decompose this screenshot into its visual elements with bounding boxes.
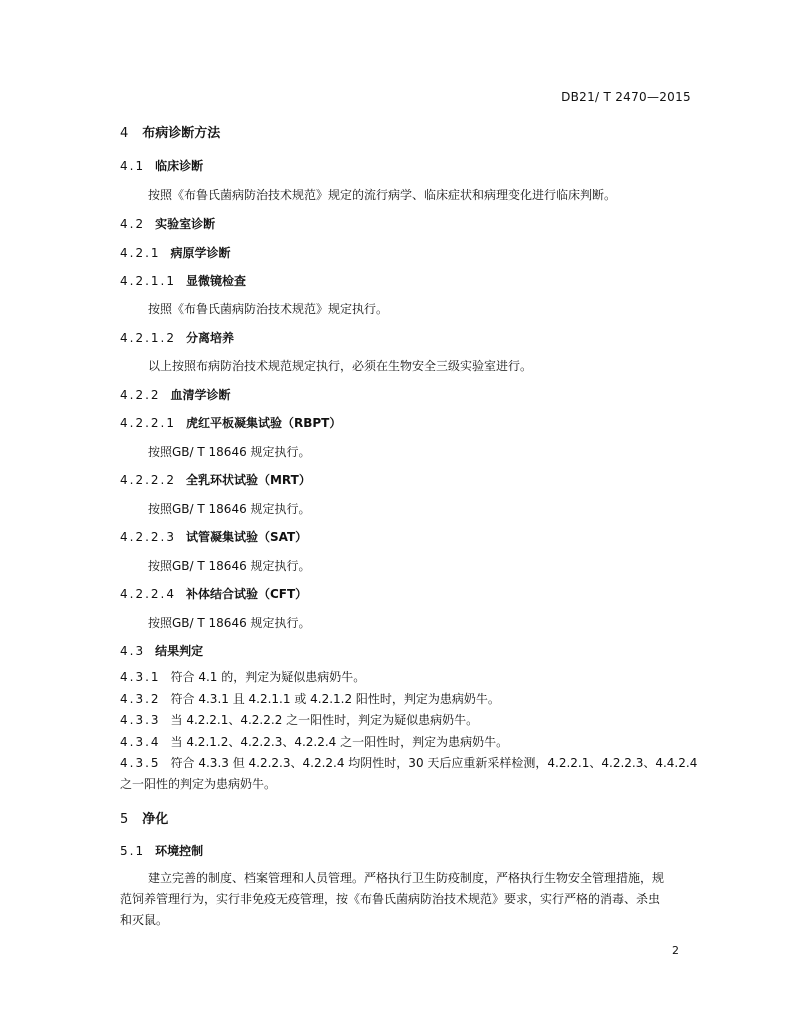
section-5-1-text-line3: 和灭鼠。 [120, 913, 169, 927]
section-4-2-1-2-text: 以上按照布病防治技术规范规定执行，必须在生物安全三级实验室进行。 [148, 359, 533, 373]
clause-4-3-2: 4.3.2 符合 4.3.1 且 4.2.1.1 或 4.2.1.2 阳性时，判定为患病奶牛。 [120, 692, 500, 706]
document-code: DB21/ T 2470—2015 [561, 90, 691, 104]
section-5-1-text-line2: 范饲养管理行为，实行非免疫无疫管理，按《布鲁氏菌病防治技术规范》要求，实行严格的消毒、杀虫 [120, 892, 661, 906]
clause-4-3-5-line1: 4.3.5 符合 4.3.3 但 4.2.2.3、4.2.2.4 均阴性时，30 天后应重新采样检测，4.2.2.1、4.2.2.3、4.4.2.4 [120, 756, 698, 770]
clause-4-3-4: 4.3.4 当 4.2.1.2、4.2.2.3、4.2.2.4 之一阳性时，判定为患病奶牛。 [120, 735, 509, 749]
section-4-2-1-2-heading: 4.2.1.2 分离培养 [120, 331, 234, 345]
section-4-2-2-1-text: 按照GB/ T 18646 规定执行。 [148, 445, 311, 459]
section-4-2-1-1-heading: 4.2.1.1 显微镜检查 [120, 274, 246, 288]
clause-4-3-3: 4.3.3 当 4.2.2.1、4.2.2.2 之一阳性时，判定为疑似患病奶牛。 [120, 713, 479, 727]
section-4-2-2-4-text: 按照GB/ T 18646 规定执行。 [148, 616, 311, 630]
section-5-heading: 5 净化 [120, 812, 169, 827]
section-4-2-2-2-heading: 4.2.2.2 全乳环状试验（MRT） [120, 473, 311, 487]
section-4-2-2-4-heading: 4.2.2.4 补体结合试验（CFT） [120, 587, 308, 601]
section-4-2-2-3-heading: 4.2.2.3 试管凝集试验（SAT） [120, 530, 308, 544]
section-4-2-1-1-text: 按照《布鲁氏菌病防治技术规范》规定执行。 [148, 302, 389, 316]
section-4-heading: 4 布病诊断方法 [120, 126, 221, 141]
section-4-2-2-3-text: 按照GB/ T 18646 规定执行。 [148, 559, 311, 573]
section-4-2-1-heading: 4.2.1 病原学诊断 [120, 246, 231, 260]
section-4-1-heading: 4.1 临床诊断 [120, 159, 204, 173]
section-4-3-heading: 4.3 结果判定 [120, 644, 204, 658]
clause-4-3-1: 4.3.1 符合 4.1 的，判定为疑似患病奶牛。 [120, 670, 366, 684]
section-4-1-text: 按照《布鲁氏菌病防治技术规范》规定的流行病学、临床症状和病理变化进行临床判断。 [148, 188, 617, 202]
section-4-2-2-heading: 4.2.2 血清学诊断 [120, 388, 231, 402]
section-5-1-heading: 5.1 环境控制 [120, 844, 204, 858]
clause-4-3-5-line2: 之一阳性的判定为患病奶牛。 [120, 777, 277, 791]
section-5-1-text-line1: 建立完善的制度、档案管理和人员管理。严格执行卫生防疫制度，严格执行生物安全管理措施，规 [148, 871, 665, 885]
section-4-2-heading: 4.2 实验室诊断 [120, 217, 216, 231]
section-4-2-2-1-heading: 4.2.2.1 虎红平板凝集试验（RBPT） [120, 416, 342, 430]
page-number: 2 [672, 944, 679, 957]
section-4-2-2-2-text: 按照GB/ T 18646 规定执行。 [148, 502, 311, 516]
